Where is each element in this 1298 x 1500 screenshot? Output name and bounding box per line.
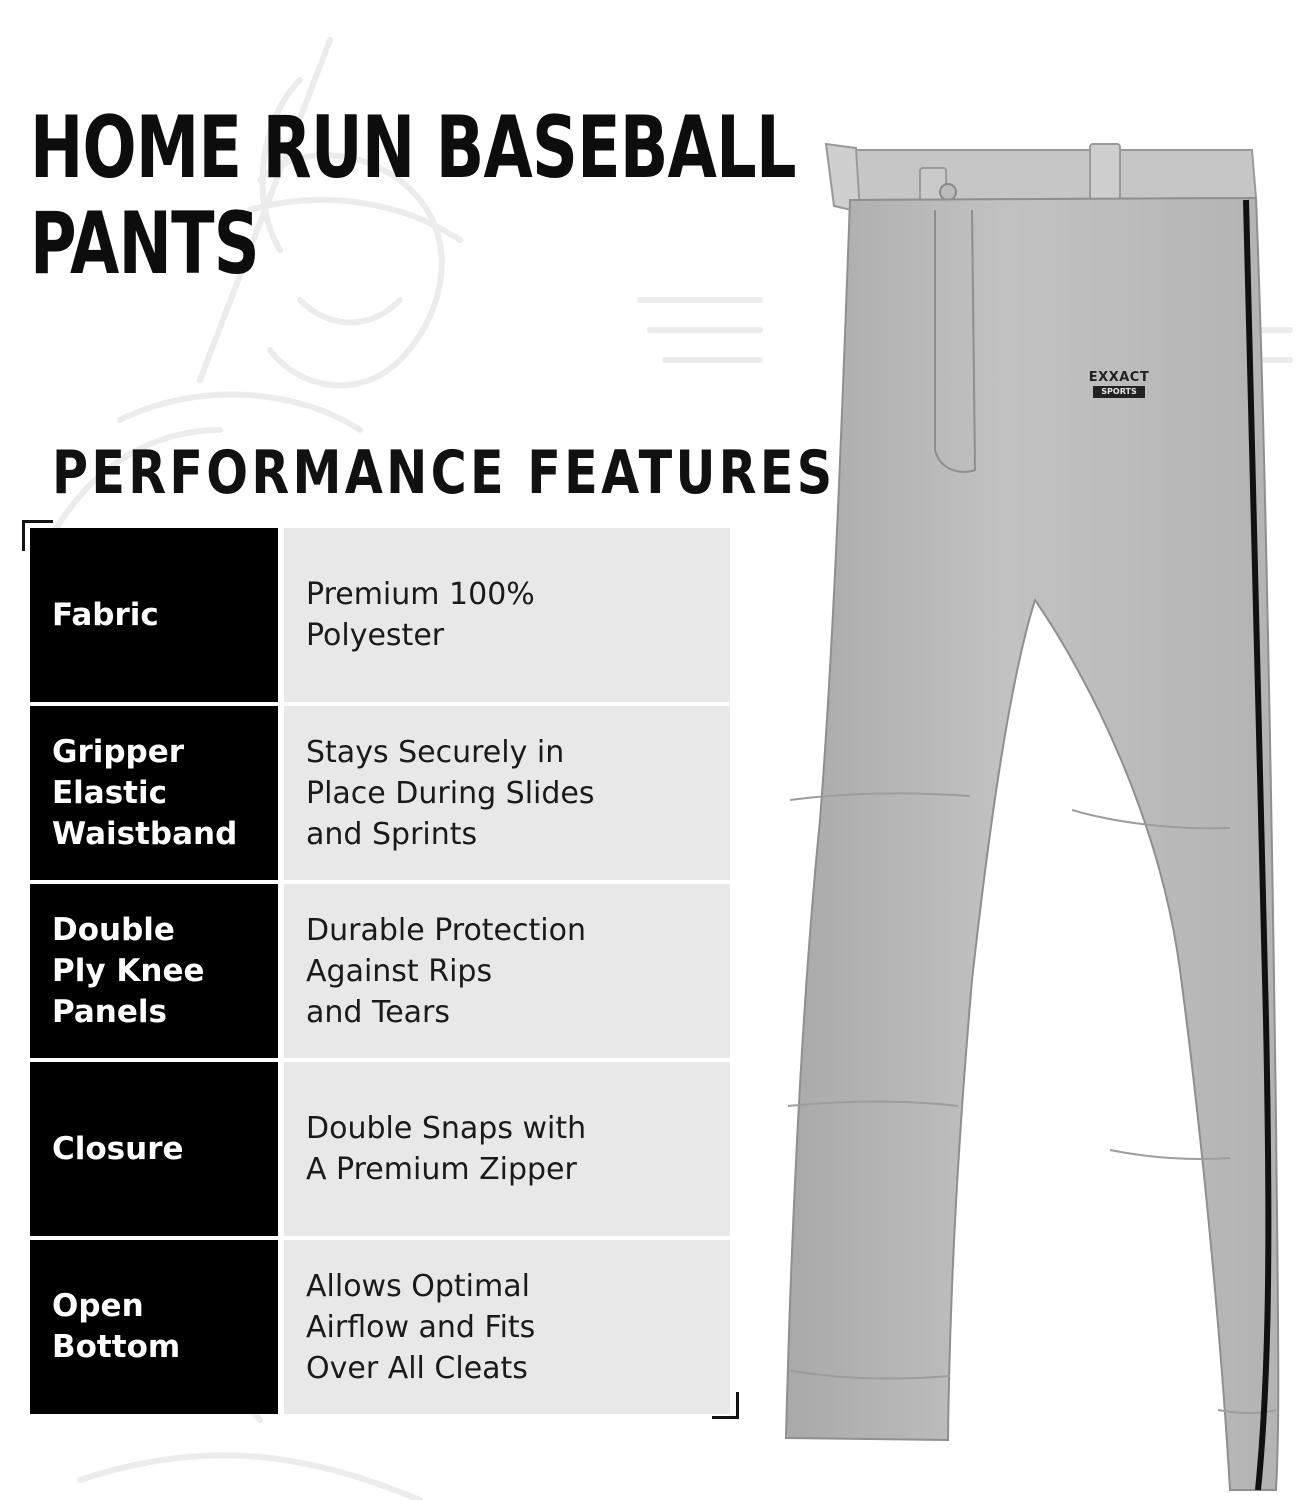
feature-value: Premium 100% Polyester (306, 577, 535, 653)
feature-label: Closure (52, 1130, 184, 1167)
feature-value: Durable Protection Against Rips and Tears (306, 912, 586, 1030)
feature-value-cell (284, 884, 730, 1058)
performance-features-heading: PERFORMANCE FEATURES (52, 438, 836, 508)
feature-row-fabric (30, 528, 730, 702)
feature-table (30, 528, 730, 1418)
waistband (830, 150, 1256, 200)
feature-label: Fabric (52, 596, 159, 633)
feature-value-cell (284, 706, 730, 880)
feature-label: Double Ply Knee Panels (52, 911, 205, 1030)
feature-value-cell (284, 1062, 730, 1236)
pants-body (786, 198, 1278, 1490)
corner-bracket-bottom-right (712, 1392, 739, 1419)
page-title: HOME RUN BASEBALL PANTS (30, 98, 796, 294)
brand-logo-subtext: SPORTS (1093, 386, 1145, 398)
feature-label-cell (30, 1240, 278, 1414)
feature-label: Gripper Elastic Waistband (52, 733, 238, 852)
feature-row-knee-panels (30, 884, 730, 1058)
feature-value-cell (284, 528, 730, 702)
feature-value: Stays Securely in Place During Slides and Sprints (306, 734, 595, 852)
feature-row-open-bottom (30, 1240, 730, 1414)
brand-logo-text: EXXACT (1088, 370, 1150, 385)
feature-label-cell (30, 1062, 278, 1236)
feature-label-cell (30, 528, 278, 702)
feature-value: Double Snaps with A Premium Zipper (306, 1111, 587, 1187)
feature-row-closure (30, 1062, 730, 1236)
feature-label-cell (30, 706, 278, 880)
feature-value: Allows Optimal Airflow and Fits Over All Cleats (306, 1268, 536, 1386)
baseball-pants-image (760, 120, 1280, 1500)
feature-value-cell (284, 1240, 730, 1414)
feature-label-cell (30, 884, 278, 1058)
feature-row-waistband (30, 706, 730, 880)
feature-label: Open Bottom (52, 1288, 181, 1365)
